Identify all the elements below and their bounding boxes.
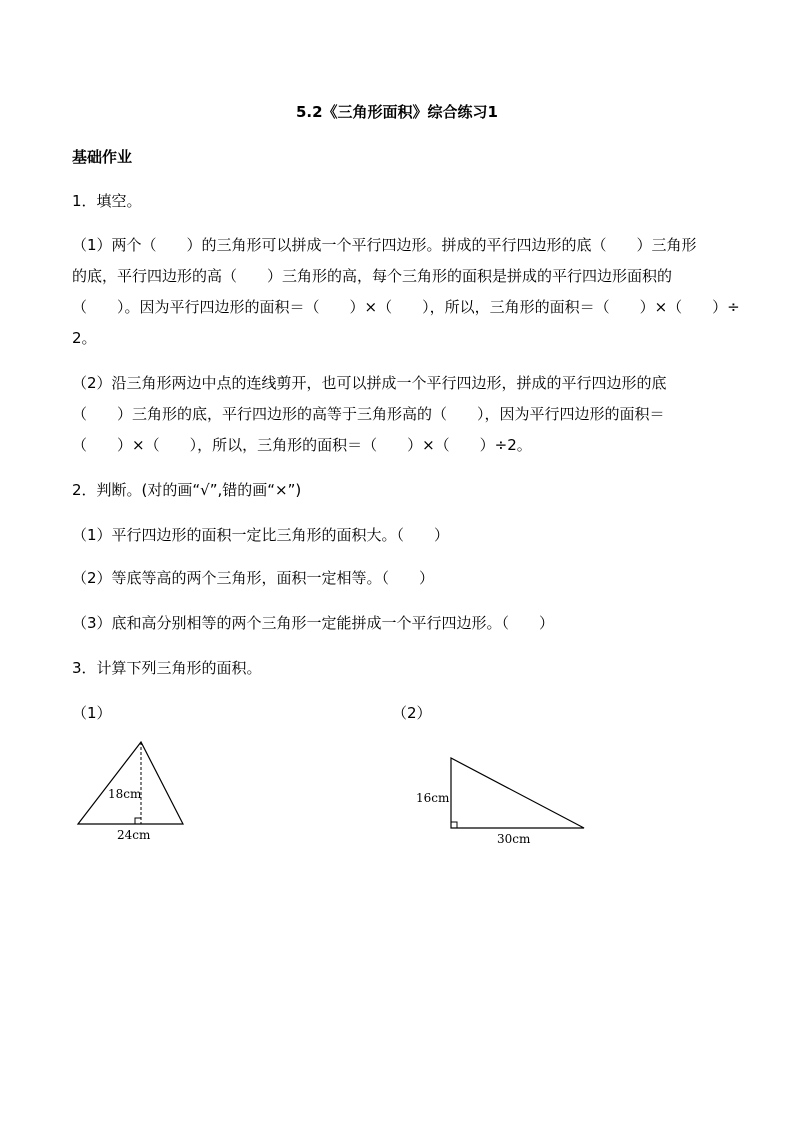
q1-p2-line: （ ）×（ ），所以，三角形的面积＝（ ）×（ ）÷2。 xyxy=(72,436,532,454)
triangle-1-height-label: 18cm xyxy=(108,787,142,801)
triangle-2-height-label: 16cm xyxy=(416,791,450,805)
section-heading: 基础作业 xyxy=(72,148,133,166)
triangle-1-shape xyxy=(78,742,183,824)
q1-p2-line: （2）沿三角形两边中点的连线剪开，也可以拼成一个平行四边形，拼成的平行四边形的底 xyxy=(72,374,667,392)
q1-p2-line: （ ）三角形的底，平行四边形的高等于三角形高的（ ），因为平行四边形的面积＝ xyxy=(72,405,665,423)
q1-p1-line: 的底，平行四边形的高（ ）三角形的高，每个三角形的面积是拼成的平行四边形面积的 xyxy=(72,267,673,285)
q2-item: （2）等底等高的两个三角形，面积一定相等。（ ） xyxy=(72,569,435,587)
triangle-2-shape xyxy=(451,758,584,828)
triangle-1 xyxy=(78,742,183,842)
q1-p1-line: 2。 xyxy=(72,329,97,347)
page-title: 5.2《三角形面积》综合练习1 xyxy=(295,103,498,121)
q1-heading: 1．填空。 xyxy=(72,192,142,210)
fig1-label: （1） xyxy=(72,704,112,722)
right-angle-mark xyxy=(135,818,141,824)
triangle-1-base-label: 24cm xyxy=(117,828,151,842)
right-angle-mark xyxy=(451,822,457,828)
q3-heading: 3．计算下列三角形的面积。 xyxy=(72,659,262,677)
q1-p1-line: （ ）。因为平行四边形的面积＝（ ）×（ ），所以，三角形的面积＝（ ）×（ ）÷ xyxy=(72,298,740,316)
q2-heading: 2．判断。(对的画“√”,错的画“×”) xyxy=(72,481,302,499)
triangle-2 xyxy=(416,758,584,846)
q1-p1-line: （1）两个（ ）的三角形可以拼成一个平行四边形。拼成的平行四边形的底（ ）三角形 xyxy=(72,236,697,254)
triangle-2-base-label: 30cm xyxy=(497,832,531,846)
fig2-label: （2） xyxy=(392,704,432,722)
q2-item: （3）底和高分别相等的两个三角形一定能拼成一个平行四边形。（ ） xyxy=(72,614,555,632)
q2-item: （1）平行四边形的面积一定比三角形的面积大。（ ） xyxy=(72,526,450,544)
